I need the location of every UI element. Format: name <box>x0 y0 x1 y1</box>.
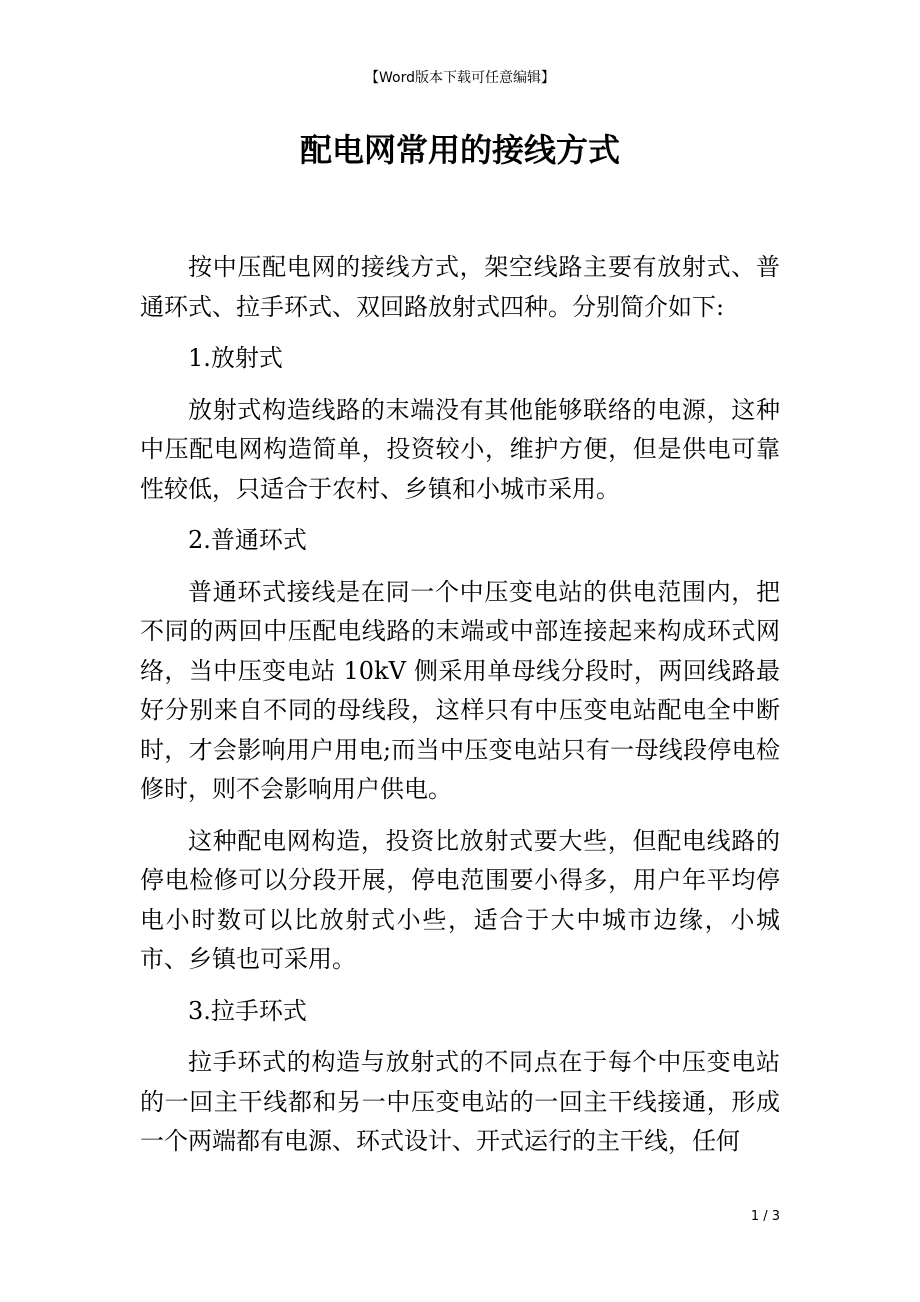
section-heading-radial: 1.放射式 <box>188 344 283 372</box>
section-heading-ordinary-ring: 2.普通环式 <box>188 526 307 554</box>
section-radial-paragraph: 放射式构造线路的末端没有其他能够联络的电源，这种中压配电网构造简单，投资较小，维护方便，但是供电可靠性较低，只适合于农村、乡镇和小城市采用。 <box>140 395 780 503</box>
section-heading-hand-in-hand-ring: 3.拉手环式 <box>188 996 307 1025</box>
section-ordinary-ring-paragraph-1: 普通环式接线是在同一个中压变电站的供电范围内，把不同的两回中压配电线路的末端或中部连接起来构成环式网络，当中压变电站 10kV 侧采用单母线分段时，两回线路最好分别来自不同的母线段，这样只有中压变电站配电全中断时，才会影响用户用电;而当中压变电站只有一母线段停电检修时，则不会影响用户供电。 <box>140 577 780 803</box>
page-number: 1 / 3 <box>750 1209 780 1224</box>
document-body <box>140 248 780 1174</box>
header-note: 【Word版本下载可任意编辑】 <box>365 70 555 86</box>
section-ordinary-ring-paragraph-2: 这种配电网构造，投资比放射式要大些，但配电线路的停电检修可以分段开展，停电范围要小得多，用户年平均停电小时数可以比放射式小些，适合于大中城市边缘，小城市、乡镇也可采用。 <box>140 826 780 973</box>
intro-paragraph: 按中压配电网的接线方式，架空线路主要有放射式、普通环式、拉手环式、双回路放射式四种。分别简介如下: <box>140 253 780 321</box>
section-hand-in-hand-ring-paragraph: 拉手环式的构造与放射式的不同点在于每个中压变电站的一回主干线都和另一中压变电站的一回主干线接通，形成一个两端都有电源、环式设计、开式运行的主干线，任何 <box>140 1048 780 1155</box>
document-title: 配电网常用的接线方式 <box>299 131 620 169</box>
